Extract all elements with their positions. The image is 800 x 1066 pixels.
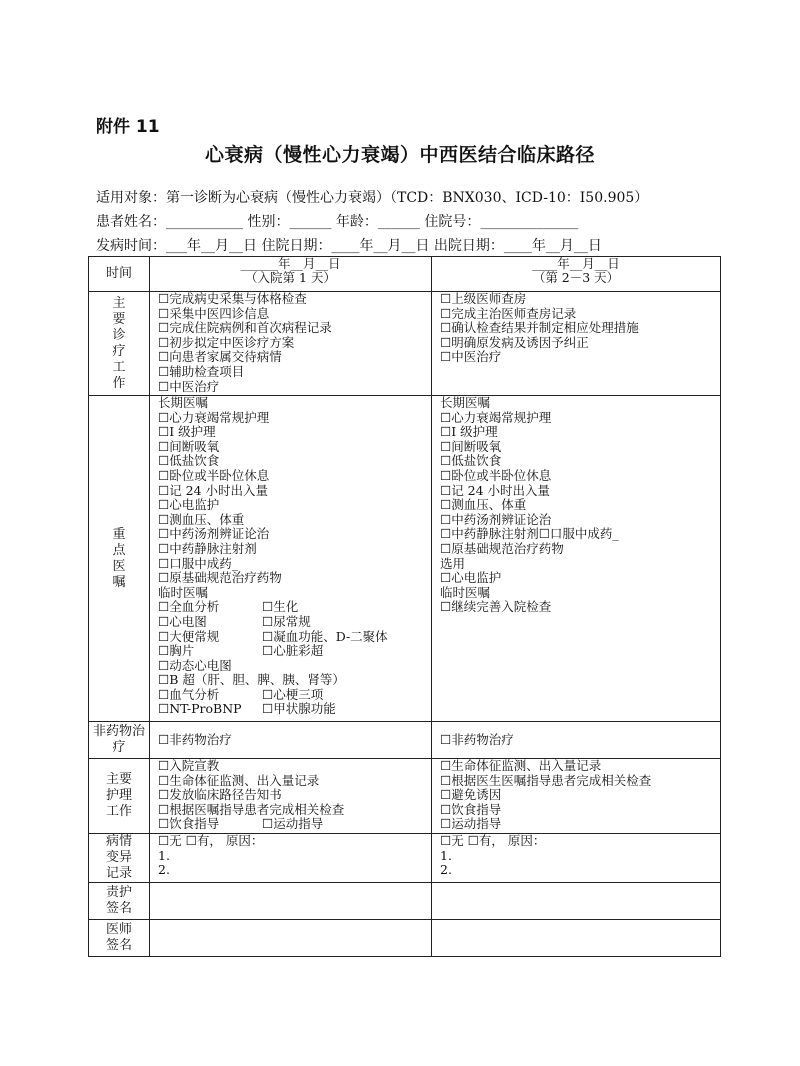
list-item: ☐卧位或半卧位休息 bbox=[440, 467, 552, 483]
doctor-sign-col1 bbox=[150, 920, 432, 957]
list-item: ☐心脏彩超 bbox=[262, 643, 324, 659]
list-item-pair bbox=[158, 702, 431, 717]
orders-col2 bbox=[432, 396, 721, 722]
list-item: ☐无 ☐有， 原因： bbox=[158, 833, 264, 848]
list-item: ☐间断吸氧 bbox=[158, 438, 220, 454]
attachment-number: 附件 11 bbox=[96, 117, 160, 137]
nursing-col2 bbox=[432, 759, 721, 834]
list-item-pair bbox=[158, 615, 431, 630]
doctor-sign-row bbox=[89, 920, 721, 957]
list-item: ☐饮食指导 bbox=[440, 801, 502, 817]
patient-info-line: 患者姓名：___________ 性别：______ 年龄：______ 住院号：______________ bbox=[96, 214, 579, 230]
list-item: ☐根据医生医嘱指导患者完成相关检查 bbox=[440, 772, 652, 788]
list-item: ☐中药汤剂辨证论治 bbox=[440, 511, 552, 527]
list-item: ☐心电监护 bbox=[158, 497, 220, 513]
list-item: ☐甲状腺功能 bbox=[262, 701, 336, 717]
list-item: ☐完成主治医师查房记录 bbox=[440, 305, 577, 321]
list-item: ☐低盐饮食 bbox=[440, 453, 502, 469]
nondrug-row bbox=[89, 722, 721, 759]
list-item: ☐生化 bbox=[262, 599, 299, 615]
orders-col1-tail bbox=[158, 659, 431, 688]
list-item: ☐发放临床路径告知书 bbox=[158, 787, 282, 803]
list-item: ☐入院宣教 bbox=[158, 758, 220, 773]
applicable-subject: 适用对象：第一诊断为心衰病（慢性心力衰竭）（TCD：BNX030、ICD-10：I50.905） bbox=[96, 190, 649, 206]
orders-col1-pairs2 bbox=[158, 688, 431, 717]
list-item: ☐大便常规 bbox=[158, 628, 220, 644]
list-item: ☐心电监护 bbox=[440, 570, 502, 586]
col1-day: （入院第 1 天） bbox=[245, 270, 336, 285]
main-work-label: 主要诊疗工作 bbox=[89, 292, 150, 396]
list-item: ☐测血压、体重 bbox=[158, 511, 245, 527]
list-item-pair bbox=[158, 644, 431, 659]
list-item: ☐动态心电图 bbox=[158, 657, 232, 673]
list-item: ☐口服中成药_ bbox=[158, 555, 238, 571]
exercise-guidance: ☐运动指导 bbox=[262, 816, 324, 832]
list-item: ☐卧位或半卧位休息 bbox=[158, 467, 270, 483]
nondrug-col2: ☐非药物治疗 bbox=[432, 722, 721, 759]
list-item: 1. bbox=[158, 847, 170, 863]
variation-label: 病情变异记录 bbox=[89, 834, 150, 883]
list-item: 1. bbox=[440, 847, 452, 863]
list-item: ☐测血压、体重 bbox=[440, 497, 527, 513]
list-item: ☐心梗三项 bbox=[262, 686, 324, 702]
col1-date: ______年__月__日 bbox=[240, 256, 341, 271]
list-item: 长期医嘱 bbox=[158, 395, 209, 410]
header-col-day2-3 bbox=[432, 257, 721, 292]
nurse-sign-row bbox=[89, 883, 721, 920]
nursing-col1 bbox=[150, 759, 432, 834]
list-item: 2. bbox=[440, 862, 452, 878]
variation-col1 bbox=[150, 834, 432, 883]
list-item: ☐上级医师查房 bbox=[440, 291, 527, 306]
list-item-pair bbox=[158, 688, 431, 703]
list-item: ☐中药静脉注射剂☐口服中成药_ bbox=[440, 526, 619, 542]
main-work-col2 bbox=[432, 292, 721, 396]
list-item: ☐I 级护理 bbox=[158, 424, 216, 440]
variation-row bbox=[89, 834, 721, 883]
clinical-pathway-table bbox=[88, 256, 721, 957]
list-item: ☐记 24 小时出入量 bbox=[440, 482, 551, 498]
col2-date: ____年__月__日 bbox=[532, 256, 620, 271]
list-item: ☐B 超（肝、胆、脾、胰、肾等） bbox=[158, 672, 345, 688]
diet-guidance: ☐饮食指导 bbox=[158, 816, 220, 832]
list-item: ☐采集中医四诊信息 bbox=[158, 305, 270, 321]
list-item: 2. bbox=[158, 862, 170, 878]
orders-label: 重点医嘱 bbox=[89, 396, 150, 722]
list-item: 临时医嘱 bbox=[158, 584, 209, 600]
list-item: ☐低盐饮食 bbox=[158, 453, 220, 469]
nursing-col1-pair bbox=[158, 817, 431, 832]
orders-col1 bbox=[150, 396, 432, 722]
nursing-row bbox=[89, 759, 721, 834]
list-item: ☐凝血功能、D-二聚体 bbox=[262, 628, 388, 644]
list-item: ☐NT-ProBNP bbox=[158, 701, 242, 717]
list-item: ☐胸片 bbox=[158, 643, 195, 659]
list-item: ☐原基础规范治疗药物 bbox=[158, 570, 282, 586]
orders-col1-pairs bbox=[158, 600, 431, 658]
list-item: ☐避免诱因 bbox=[440, 787, 502, 803]
list-item: ☐继续完善入院检查 bbox=[440, 599, 552, 615]
nondrug-label: 非药物治疗 bbox=[89, 722, 150, 759]
list-item: ☐运动指导 bbox=[440, 816, 502, 832]
list-item: ☐心力衰竭常规护理 bbox=[440, 409, 552, 425]
list-item: ☐生命体征监测、出入量记录 bbox=[158, 772, 320, 788]
list-item: ☐辅助检查项目 bbox=[158, 363, 245, 379]
list-item: ☐中药静脉注射剂 bbox=[158, 540, 257, 556]
table-header-row bbox=[89, 257, 721, 292]
nondrug-col1: ☐非药物治疗 bbox=[150, 722, 432, 759]
doctor-sign-label: 医师签名 bbox=[89, 920, 150, 957]
nursing-col1-list bbox=[158, 759, 431, 817]
dates-line: 发病时间：___年__月__日 住院日期：____年__月__日 出院日期：____年__月__日 bbox=[96, 238, 602, 254]
main-work-col1 bbox=[150, 292, 432, 396]
col2-day: （第 2－3 天） bbox=[532, 270, 620, 285]
variation-col2 bbox=[432, 834, 721, 883]
list-item: ☐血气分析 bbox=[158, 686, 220, 702]
list-item: ☐无 ☐有， 原因： bbox=[440, 833, 546, 848]
list-item: ☐根据医嘱指导患者完成相关检查 bbox=[158, 801, 345, 817]
list-item: 长期医嘱 bbox=[440, 395, 491, 410]
list-item: ☐中医治疗 bbox=[440, 349, 502, 365]
list-item: ☐明确原发病及诱因予纠正 bbox=[440, 334, 589, 350]
orders-col1-list bbox=[158, 396, 431, 600]
list-item: ☐初步拟定中医诊疗方案 bbox=[158, 334, 295, 350]
time-label: 时间 bbox=[89, 257, 150, 292]
list-item-pair bbox=[158, 630, 431, 645]
main-work-row bbox=[89, 292, 721, 396]
list-item: ☐中医治疗 bbox=[158, 378, 220, 394]
list-item: ☐尿常规 bbox=[262, 613, 311, 629]
page-title: 心衰病（慢性心力衰竭）中西医结合临床路径 bbox=[204, 144, 595, 166]
list-item: ☐I 级护理 bbox=[440, 424, 498, 440]
list-item: ☐心力衰竭常规护理 bbox=[158, 409, 270, 425]
list-item: 选用 bbox=[440, 555, 466, 571]
list-item: ☐向患者家属交待病情 bbox=[158, 349, 282, 365]
doctor-sign-col2 bbox=[432, 920, 721, 957]
list-item: ☐全血分析 bbox=[158, 599, 220, 615]
nurse-sign-col2 bbox=[432, 883, 721, 920]
nursing-label: 主要护理工作 bbox=[89, 759, 150, 834]
list-item: ☐记 24 小时出入量 bbox=[158, 482, 269, 498]
nurse-sign-label: 责护签名 bbox=[89, 883, 150, 920]
list-item: ☐完成病史采集与体格检查 bbox=[158, 291, 307, 306]
list-item-pair bbox=[158, 600, 431, 615]
list-item: ☐原基础规范治疗药物 bbox=[440, 540, 564, 556]
header-col-day1 bbox=[150, 257, 432, 292]
list-item: ☐中药汤剂辨证论治 bbox=[158, 526, 270, 542]
orders-row bbox=[89, 396, 721, 722]
nurse-sign-col1 bbox=[150, 883, 432, 920]
list-item: ☐间断吸氧 bbox=[440, 438, 502, 454]
list-item: 临时医嘱 bbox=[440, 584, 491, 600]
list-item: ☐确认检查结果并制定相应处理措施 bbox=[440, 320, 639, 336]
list-item: ☐生命体征监测、出入量记录 bbox=[440, 758, 602, 773]
list-item: ☐心电图 bbox=[158, 613, 207, 629]
list-item: ☐完成住院病例和首次病程记录 bbox=[158, 320, 332, 336]
